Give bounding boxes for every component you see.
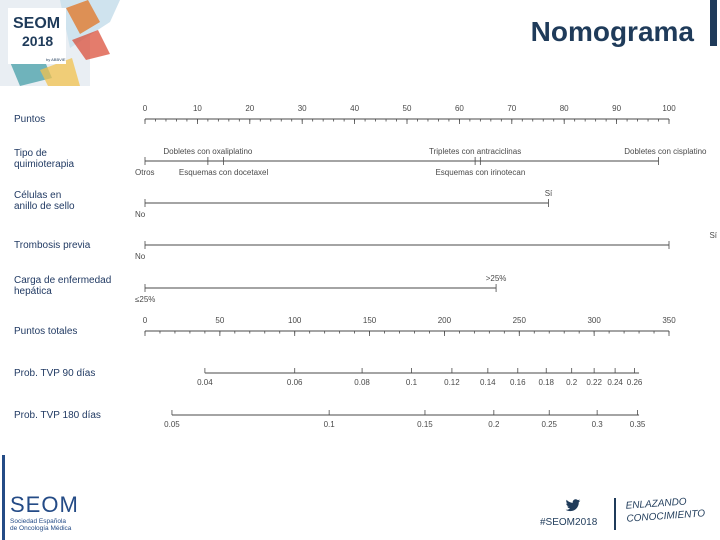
event-hashtag: #SEOM2018 — [540, 517, 598, 528]
tick-label: 0.1 — [405, 378, 418, 387]
tick-label: 0.26 — [626, 378, 643, 387]
category-label: >25% — [485, 274, 507, 283]
category-label: No — [135, 252, 146, 261]
tick-label: 50 — [215, 316, 225, 325]
category-label: ≤25% — [135, 295, 156, 304]
category-label: No — [135, 210, 146, 219]
footer-divider — [2, 455, 5, 540]
tick-label: 0 — [142, 104, 148, 113]
tick-label: 40 — [350, 104, 360, 113]
tick-label: 0.14 — [480, 378, 496, 387]
tick-label: 80 — [559, 104, 569, 113]
tick-label: 50 — [402, 104, 412, 113]
tick-label: 200 — [437, 316, 452, 325]
category-label: Sí — [544, 189, 553, 198]
category-label: Dobletes con cisplatino — [624, 147, 707, 156]
row-label-puntos_totales: Puntos totales — [14, 326, 78, 337]
tick-label: 100 — [662, 104, 676, 113]
tick-label: 0.2 — [566, 378, 578, 387]
tick-label: 90 — [612, 104, 622, 113]
event-tagline — [625, 494, 705, 525]
category-label: Sí — [709, 231, 717, 240]
row-label-prob_tvp_90: Prob. TVP 90 días — [14, 368, 96, 379]
tick-label: 0.24 — [607, 378, 623, 387]
row-label-carga_enfermedad: Carga de enfermedad — [14, 275, 112, 286]
tick-label: 0.16 — [509, 378, 526, 387]
tick-label: 0.3 — [591, 420, 603, 429]
tick-label: 0.25 — [541, 420, 558, 429]
tick-label: 100 — [288, 316, 302, 325]
tick-label: 0.35 — [629, 420, 646, 429]
footer-separator — [614, 498, 616, 530]
tick-label: 30 — [297, 104, 307, 113]
tick-label: 150 — [362, 316, 377, 325]
category-label: Tripletes con antraciclinas — [429, 147, 522, 156]
category-label: Otros — [135, 168, 155, 177]
category-label: Esquemas con irinotecan — [435, 168, 526, 177]
row-label-puntos: Puntos — [14, 114, 46, 125]
twitter-icon — [565, 499, 581, 512]
tick-label: 0.15 — [417, 420, 433, 429]
page-title: Nomograma — [530, 16, 694, 47]
row-label-celulas_anillo: anillo de sello — [14, 201, 75, 212]
seom-logo-subtitle-2: de Oncología Médica — [10, 525, 72, 532]
tick-label: 0.18 — [538, 378, 555, 387]
event-logo-line1: SEOM — [13, 15, 61, 32]
tick-label: 60 — [454, 104, 464, 113]
row-label-tipo_quimioterapia: Tipo de — [14, 148, 47, 159]
tick-label: 250 — [512, 316, 526, 325]
tick-label: 0.05 — [164, 420, 180, 429]
seom-logo-subtitle-1: Sociedad Española — [10, 518, 67, 525]
category-label: Dobletes con oxaliplatino — [163, 147, 253, 156]
row-label-tipo_quimioterapia: quimioterapia — [14, 159, 75, 170]
row-label-prob_tvp_180: Prob. TVP 180 días — [14, 410, 101, 421]
event-tagline-line1: ENLAZANDO — [625, 496, 688, 512]
tick-label: 0.1 — [323, 420, 335, 429]
tick-label: 0.12 — [444, 378, 460, 387]
seom-logo-text: SEOM — [10, 492, 79, 517]
tick-label: 300 — [587, 316, 601, 325]
event-logo-line2: 2018 — [22, 33, 54, 49]
event-tagline-line2: CONOCIMIENTO — [626, 508, 706, 525]
tick-label: 0.04 — [197, 378, 213, 387]
tick-label: 0 — [142, 316, 148, 325]
seom-logo — [10, 492, 79, 532]
row-label-carga_enfermedad: hepática — [14, 286, 52, 297]
event-logo-caption: by ABBVIE — [46, 57, 66, 62]
tick-label: 70 — [507, 104, 517, 113]
tick-label: 0.08 — [354, 378, 370, 387]
category-label: Esquemas con docetaxel — [178, 168, 269, 177]
tick-label: 0.06 — [286, 378, 303, 387]
row-label-trombosis_previa: Trombosis previa — [14, 240, 91, 251]
tick-label: 10 — [192, 104, 202, 113]
tick-label: 20 — [245, 104, 255, 113]
tick-label: 350 — [662, 316, 676, 325]
tick-label: 0.2 — [488, 420, 500, 429]
tick-label: 0.22 — [586, 378, 602, 387]
row-label-celulas_anillo: Células en — [14, 190, 62, 201]
